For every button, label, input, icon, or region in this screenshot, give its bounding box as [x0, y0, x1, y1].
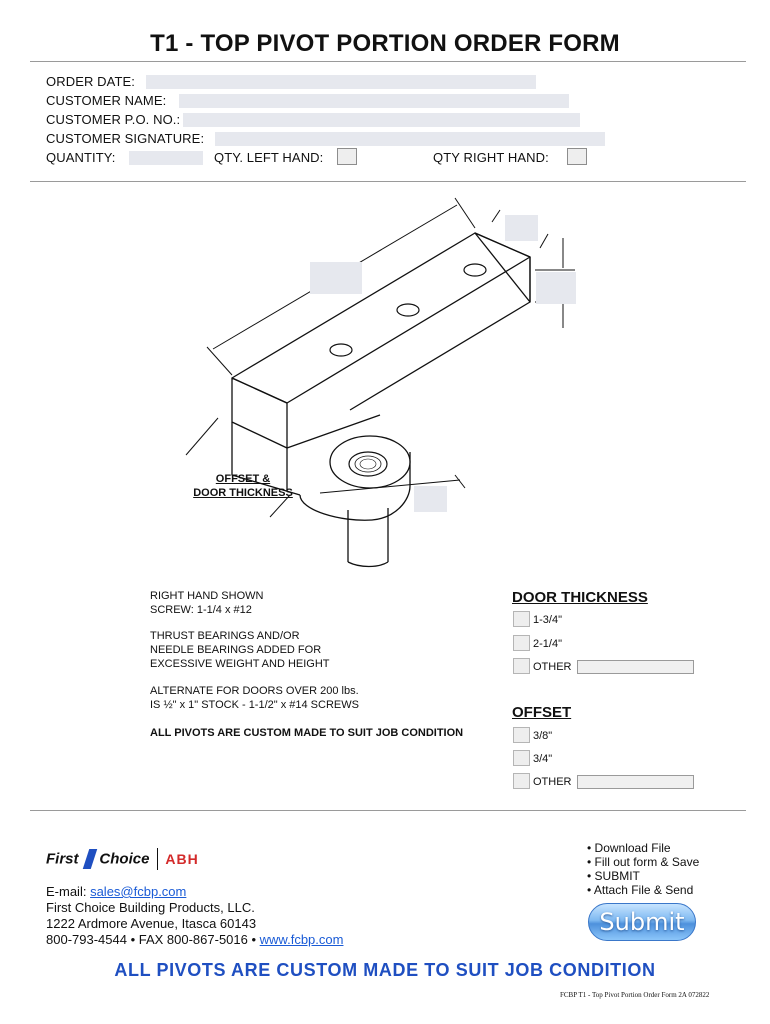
order-date-field[interactable]	[146, 75, 536, 89]
offset-3-4-checkbox[interactable]	[513, 750, 530, 766]
company-address: 1222 Ardmore Avenue, Itasca 60143	[46, 916, 257, 931]
offset-3-8-checkbox[interactable]	[513, 727, 530, 743]
customer-po-field[interactable]	[183, 113, 580, 127]
door-thickness-other-label: OTHER	[533, 661, 572, 673]
door-thickness-other-checkbox[interactable]	[513, 658, 530, 674]
door-thickness-other-field[interactable]	[577, 660, 694, 674]
quantity-label: QUANTITY:	[46, 150, 116, 165]
door-thickness-2-1-4-checkbox[interactable]	[513, 635, 530, 651]
page-title: T1 - TOP PIVOT PORTION ORDER FORM	[150, 30, 620, 57]
customer-name-label: CUSTOMER NAME:	[46, 93, 167, 108]
offset-3-4-label: 3/4"	[533, 753, 553, 765]
note-alternate: ALTERNATE FOR DOORS OVER 200 lbs.	[150, 685, 359, 697]
door-thickness-1-3-4-checkbox[interactable]	[513, 611, 530, 627]
offset-3-8-label: 3/8"	[533, 730, 553, 742]
logo-first: First	[46, 850, 79, 868]
quantity-field[interactable]	[129, 151, 203, 165]
order-date-label: ORDER DATE:	[46, 74, 135, 89]
note-screw: SCREW: 1-1/4 x #12	[150, 604, 252, 616]
step-attach: • Attach File & Send	[587, 883, 694, 897]
customer-signature-field[interactable]	[215, 132, 605, 146]
qty-right-field[interactable]	[567, 148, 587, 165]
email-label: E-mail:	[46, 884, 87, 899]
logo-abh: ABH	[165, 851, 199, 867]
logo-choice: Choice	[99, 850, 150, 868]
offset-other-label: OTHER	[533, 776, 572, 788]
customer-po-label: CUSTOMER P.O. NO.:	[46, 112, 181, 127]
divider	[30, 61, 746, 62]
note-needle: NEEDLE BEARINGS ADDED FOR	[150, 644, 322, 656]
step-fill-out: • Fill out form & Save	[587, 855, 700, 869]
logo-mark-icon	[83, 849, 97, 869]
company-name: First Choice Building Products, LLC.	[46, 900, 255, 915]
note-thrust: THRUST BEARINGS AND/OR	[150, 630, 300, 642]
offset-callout	[178, 472, 308, 500]
door-thickness-1-3-4-label: 1-3/4"	[533, 614, 562, 626]
phone-numbers: 800-793-4544 • FAX 800-867-5016 •	[46, 932, 257, 947]
offset-other-field[interactable]	[577, 775, 694, 789]
note-excessive: EXCESSIVE WEIGHT AND HEIGHT	[150, 658, 330, 670]
note-stock: IS ½" x 1" STOCK - 1-1/2" x #14 SCREWS	[150, 699, 359, 711]
qty-left-label: QTY. LEFT HAND:	[214, 150, 324, 165]
offset-heading: OFFSET	[512, 704, 572, 721]
divider	[30, 181, 746, 182]
step-download: • Download File	[587, 841, 671, 855]
company-logo	[46, 848, 199, 872]
customer-name-field[interactable]	[179, 94, 569, 108]
divider	[30, 810, 746, 811]
offset-other-checkbox[interactable]	[513, 773, 530, 789]
note-custom: ALL PIVOTS ARE CUSTOM MADE TO SUIT JOB CONDITION	[150, 727, 464, 739]
qty-left-field[interactable]	[337, 148, 357, 165]
offset-callout-line1: OFFSET &	[215, 473, 271, 485]
door-thickness-heading: DOOR THICKNESS	[512, 589, 648, 606]
door-thickness-2-1-4-label: 2-1/4"	[533, 638, 562, 650]
email-line	[46, 884, 186, 900]
step-submit: • SUBMIT	[587, 869, 640, 883]
email-link[interactable]: sales@fcbp.com	[90, 884, 187, 899]
offset-callout-line2: DOOR THICKNESS	[193, 487, 293, 499]
submit-button[interactable]: Submit	[588, 903, 696, 941]
phone-line	[46, 932, 343, 948]
note-right-hand: RIGHT HAND SHOWN	[150, 590, 264, 602]
qty-right-label: QTY RIGHT HAND:	[433, 150, 549, 165]
pivot-drawing	[0, 190, 770, 580]
website-link[interactable]: www.fcbp.com	[259, 932, 344, 947]
logo-divider	[157, 848, 158, 870]
form-footnote: FCBP T1 - Top Pivot Portion Order Form 2A 072822	[560, 991, 710, 999]
custom-banner: ALL PIVOTS ARE CUSTOM MADE TO SUIT JOB CONDITION	[114, 960, 656, 980]
customer-signature-label: CUSTOMER SIGNATURE:	[46, 131, 205, 146]
